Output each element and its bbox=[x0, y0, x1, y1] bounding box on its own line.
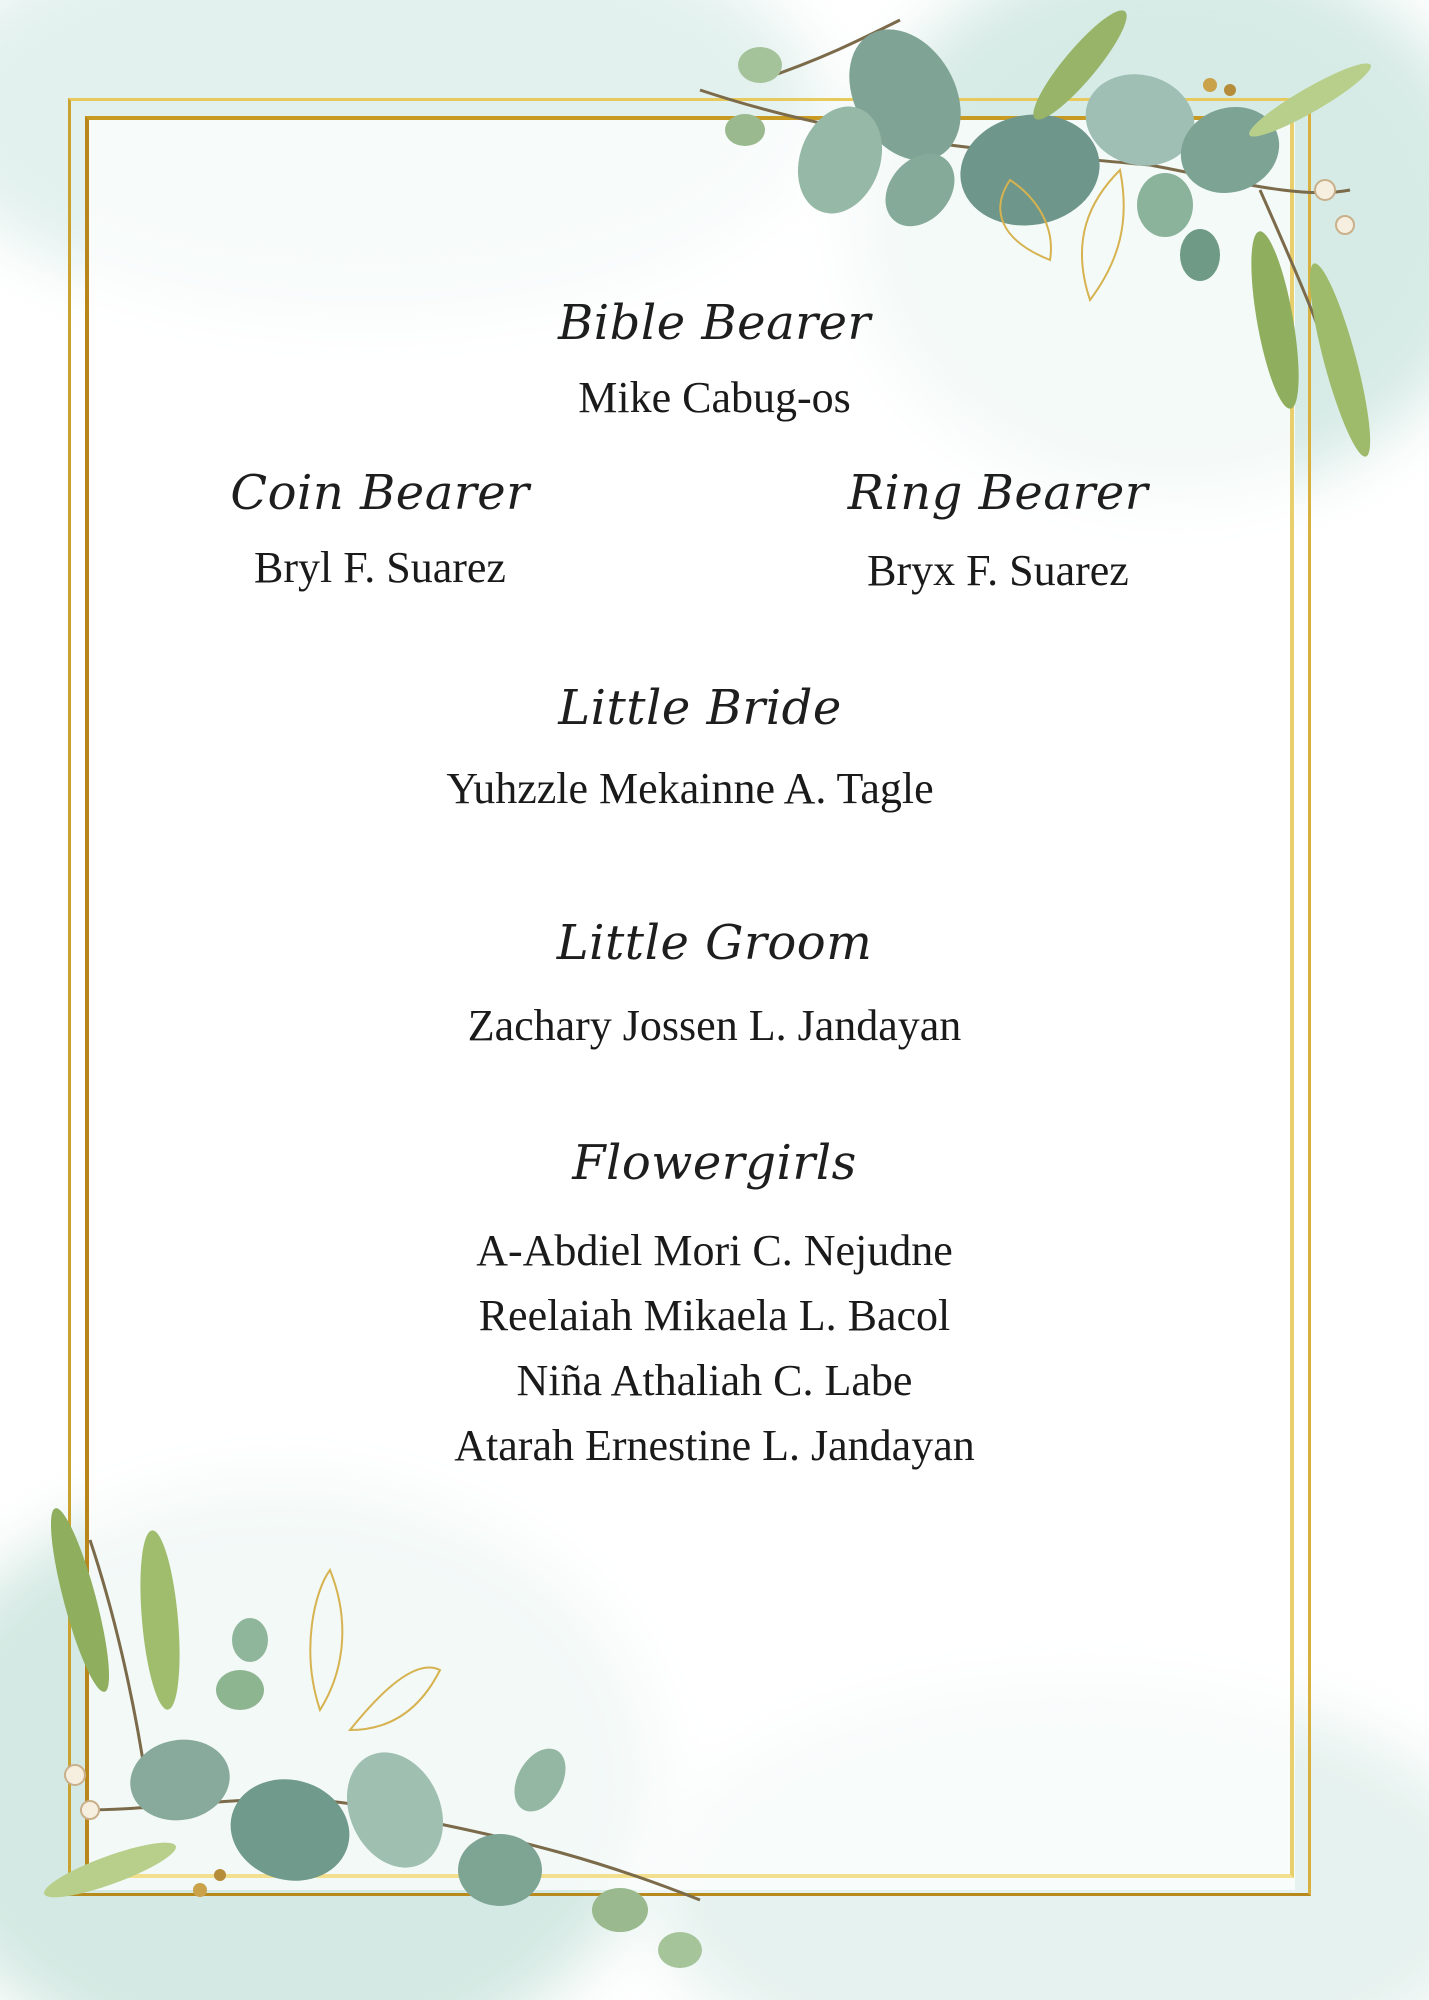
ring-bearer-title: Ring Bearer bbox=[847, 465, 1149, 521]
little-groom-name: Zachary Jossen L. Jandayan bbox=[467, 1001, 962, 1050]
flowergirl-name: Niña Athaliah C. Labe bbox=[516, 1356, 913, 1405]
bible-bearer-name: Mike Cabug-os bbox=[578, 373, 851, 422]
gold-leaf-sketch bbox=[310, 1570, 440, 1730]
flowergirl-name: Atarah Ernestine L. Jandayan bbox=[454, 1421, 975, 1470]
round-leaves bbox=[725, 9, 1291, 281]
little-bride-title: Little Bride bbox=[558, 680, 842, 736]
round-leaves bbox=[124, 1618, 702, 1968]
flowergirls-title: Flowergirls bbox=[572, 1135, 857, 1191]
little-groom-title: Little Groom bbox=[556, 915, 873, 971]
bible-bearer-title: Bible Bearer bbox=[558, 295, 871, 351]
eucalyptus-bottom-left-illustration bbox=[0, 1480, 1429, 2000]
eucalyptus-top-right-illustration bbox=[0, 0, 1429, 520]
coin-bearer-title: Coin Bearer bbox=[230, 465, 530, 521]
long-leaves bbox=[39, 1504, 185, 1907]
coin-bearer-name: Bryl F. Suarez bbox=[254, 543, 506, 592]
flowergirl-name: A-Abdiel Mori C. Nejudne bbox=[476, 1226, 953, 1275]
little-bride-name: Yuhzzle Mekainne A. Tagle bbox=[446, 764, 934, 813]
ring-bearer-name: Bryx F. Suarez bbox=[867, 546, 1129, 595]
flowergirl-name: Reelaiah Mikaela L. Bacol bbox=[478, 1291, 951, 1340]
